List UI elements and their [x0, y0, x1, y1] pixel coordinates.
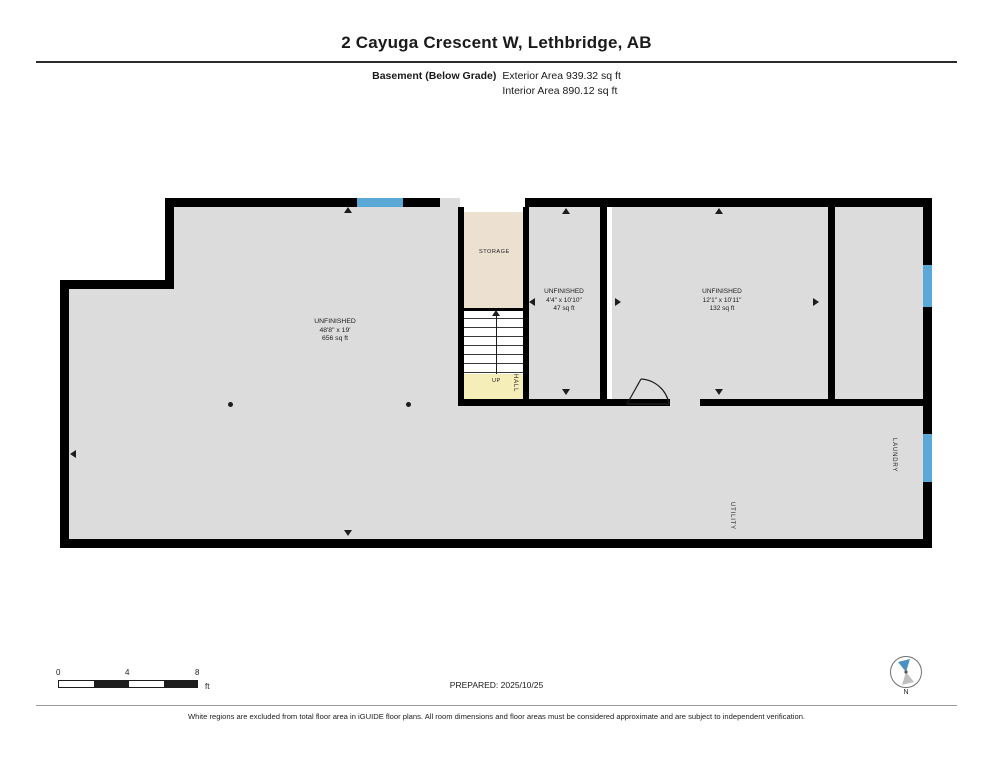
support-post-marker: [228, 402, 233, 407]
compass-needle-icon: [886, 656, 926, 690]
dimension-arrow-icon: [344, 530, 352, 536]
interior-area: Interior Area 890.12 sq ft: [502, 85, 618, 97]
stair-direction-line: [496, 316, 497, 374]
wall-step-horizontal: [60, 280, 174, 289]
room-label-utility: UTILITY: [729, 502, 735, 530]
compass-rose: [886, 656, 926, 700]
room-label-unfinished-right: UNFINISHED 12'1" x 10'11" 132 sq ft: [702, 288, 742, 312]
dimension-arrow-icon: [715, 389, 723, 395]
stair-tread: [463, 354, 525, 355]
wall-left-lower: [60, 280, 69, 548]
wall-top-right: [525, 198, 932, 207]
compass-north-label: N: [903, 689, 909, 696]
dimension-arrow-icon: [813, 298, 819, 306]
level-name: Basement (Below Grade): [372, 70, 497, 82]
stair-tread: [463, 363, 525, 364]
room-label-unfinished-main: UNFINISHED 48'8" x 19' 656 sq ft: [314, 318, 356, 342]
disclaimer-divider: [36, 705, 957, 706]
stair-tread: [463, 336, 525, 337]
wall-interior-storage-bottom: [463, 308, 525, 311]
dimension-arrow-icon: [529, 298, 535, 306]
room-label-laundry: LAUNDRY: [891, 438, 897, 473]
window-right-upper: [923, 265, 932, 307]
dimension-arrow-icon: [562, 389, 570, 395]
wall-right: [923, 198, 932, 548]
wall-left-upper: [165, 198, 174, 280]
dimension-arrow-icon: [344, 207, 352, 213]
stair-tread: [463, 372, 525, 373]
dimension-arrow-icon: [562, 208, 570, 214]
wall-bottom: [60, 539, 932, 548]
exterior-area: Exterior Area 939.32 sq ft: [502, 70, 621, 82]
page-title: 2 Cayuga Crescent W, Lethbridge, AB: [341, 33, 652, 52]
stair-tread: [463, 345, 525, 346]
window-top-left: [357, 198, 403, 207]
room-fill-storage: [463, 212, 525, 310]
room-fill-laundry: [832, 200, 932, 405]
support-post-marker: [406, 402, 411, 407]
room-fill-unfinished-main-upper: [165, 198, 460, 288]
disclaimer-text: White regions are excluded from total floor area in iGUIDE floor plans. All room dimensions and floor areas must be considered approximate and are subject to independent verification.: [187, 712, 806, 721]
dimension-arrow-icon: [70, 450, 76, 458]
dimension-arrow-icon: [715, 208, 723, 214]
scale-tick-0: 0: [56, 668, 61, 677]
scale-tick-8: 8: [195, 668, 200, 677]
scale-unit: ft: [205, 682, 210, 691]
stair-tread: [463, 318, 525, 319]
room-fill-utility: [460, 405, 932, 548]
wall-interior-horizontal-right2: [700, 399, 932, 406]
door-swing-icon: [625, 378, 671, 406]
room-label-storage: STORAGE: [479, 249, 510, 255]
stair-tread: [463, 327, 525, 328]
window-right-lower: [923, 434, 932, 482]
dimension-arrow-icon: [615, 298, 621, 306]
room-fill-unfinished-main: [60, 280, 460, 548]
stairwell-fill: [463, 310, 525, 374]
wall-interior-horizontal-mid: [458, 399, 607, 406]
wall-interior-stair-left: [458, 207, 464, 405]
room-label-up: UP: [492, 378, 501, 384]
room-label-hall: HALL: [512, 374, 518, 393]
prepared-date: PREPARED: 2025/10/25: [449, 680, 544, 690]
scale-tick-4: 4: [125, 668, 130, 677]
wall-interior-right-room-right: [828, 207, 835, 405]
room-label-unfinished-mid: UNFINISHED 4'4" x 10'10" 47 sq ft: [544, 288, 584, 312]
